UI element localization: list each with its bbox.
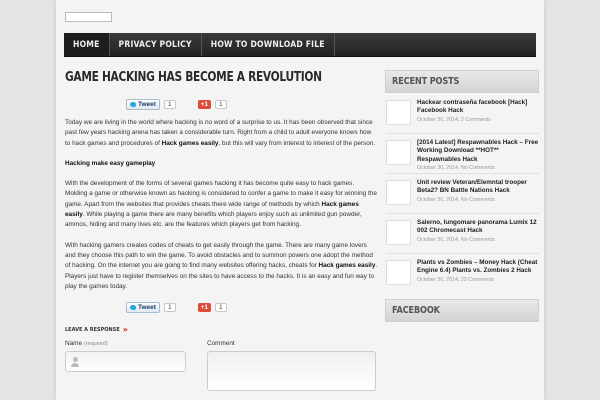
nav-item-home[interactable]: HOME [64,33,110,56]
nav-item-privacy-policy[interactable]: PRIVACY POLICY [110,33,202,56]
recent-post-item[interactable] [386,139,539,174]
recent-post-meta: October 30, 2014, 2 Comments [417,116,491,123]
page-wrapper [56,0,544,400]
gplus-count: 1 [215,100,227,109]
required-note: (required) [83,341,108,348]
tweet-count: 1 [164,303,176,312]
comment-textarea[interactable] [207,351,376,391]
post-thumbnail[interactable] [386,140,411,165]
recent-post-title[interactable]: Plants vs Zombies – Money Hack (Cheat Engine 6.4) Plants vs. Zombies 2 Hack [417,259,538,275]
recent-post-item[interactable] [386,219,539,254]
post-thumbnail[interactable] [386,100,411,125]
post-thumbnail[interactable] [386,260,411,285]
name-label: Name (required) [65,340,108,348]
twitter-bird-icon [130,102,136,107]
recent-post-meta: October 30, 2014, No Comments [417,164,495,171]
tweet-count: 1 [164,100,176,109]
site-logo[interactable] [65,12,112,22]
comment-field-group [207,340,376,391]
hack-games-link[interactable]: Hack games easily [65,200,359,219]
recent-post-item[interactable] [386,259,539,294]
respond-title: LEAVE A RESPONSE [65,326,120,333]
post-title[interactable]: GAME HACKING HAS BECOME A REVOLUTION [65,70,322,85]
share-bar-top [126,99,378,110]
recent-posts-list [385,99,539,294]
recent-posts-title: RECENT POSTS [385,70,539,93]
recent-post-title[interactable]: Salerno, lungomare panorama Lumix 12 002 Chromecast Hack [417,219,537,235]
nav-item-how-to-download[interactable]: HOW TO DOWNLOAD FILE [202,33,335,56]
post-thumbnail[interactable] [386,180,411,205]
hack-games-link[interactable]: Hack games easily [318,262,376,270]
paragraph: With the development of the forms of several games hacking it has become quite easy to hack games. Molding a game or otherwise known as hacking is considered to confer a game to make it easy for winning the game. Apart from the websites that provides cheats there wide range of methods by which Hack games easily. While playing a game there are many benefits which players enjoy such as unlimited gun powder, ammos, hiding and many lives etc. are the features which players get from hacking. [65,180,377,229]
name-field-group [65,340,186,391]
paragraph: Today we are living in the world where hacking is no word of a surprise to us. It has been observed that since past few years hacking arena has taken a considerable turn. Right from a child to adult everyone knows how to hack games and procedures of Hack games easily, but this will vary from interest to interest of the person. [65,119,376,147]
post-thumbnail[interactable] [386,220,411,245]
gplus-button[interactable]: +1 [198,303,211,312]
main-nav [64,33,536,57]
recent-post-title[interactable]: Hackear contraseña facebook [Hack] Facebook Hack [417,99,528,115]
twitter-bird-icon [130,305,136,310]
recent-post-meta: October 30, 2014, No Comments [417,196,495,203]
name-input[interactable] [65,351,186,372]
recent-post-meta: October 30, 2014, 22 Comments [417,276,494,283]
double-arrow-icon: » [122,325,126,335]
respond-heading [65,325,378,334]
article-subheading: Hacking make easy gameplay [65,159,156,167]
sidebar [385,70,539,322]
recent-post-title[interactable]: Unit review Veteran/Elemntal trooper Beta2? BN Battle Nations Hack [417,179,527,195]
paragraph: With hacking gamers creates codes of cheats to get easily through the game. There are many game lovers and they choose this path to win the game. To avoid obstacles and to summon powers one adopt the method of hacking. On the internet you are going to find many websites offering hacks, cheats for Hack games easily. Players just have to register themselves on the sites to have access to the hacks. It is an easy and fun way to play the games today. [65,241,378,290]
article-body [65,118,378,292]
tweet-label: Tweet [138,101,156,108]
tweet-label: Tweet [138,304,156,312]
hack-games-link[interactable]: Hack games easily [161,139,219,147]
share-bar-bottom [126,302,378,313]
comment-form [65,340,378,391]
user-icon [71,357,79,367]
recent-post-item[interactable] [386,179,539,214]
tweet-button[interactable] [126,99,160,110]
facebook-widget-title: FACEBOOK [385,299,539,322]
recent-post-meta: October 30, 2014, No Comments [417,236,495,243]
tweet-button[interactable] [126,302,160,313]
main-content [65,70,378,391]
comment-label: Comment [207,340,235,348]
recent-post-item[interactable] [386,99,539,134]
gplus-count: 1 [215,303,227,312]
recent-post-title[interactable]: [2014 Latest] Respawnables Hack – Free Working Download **HOT** Respawnables Hack [417,139,539,163]
gplus-button[interactable]: +1 [198,100,211,109]
